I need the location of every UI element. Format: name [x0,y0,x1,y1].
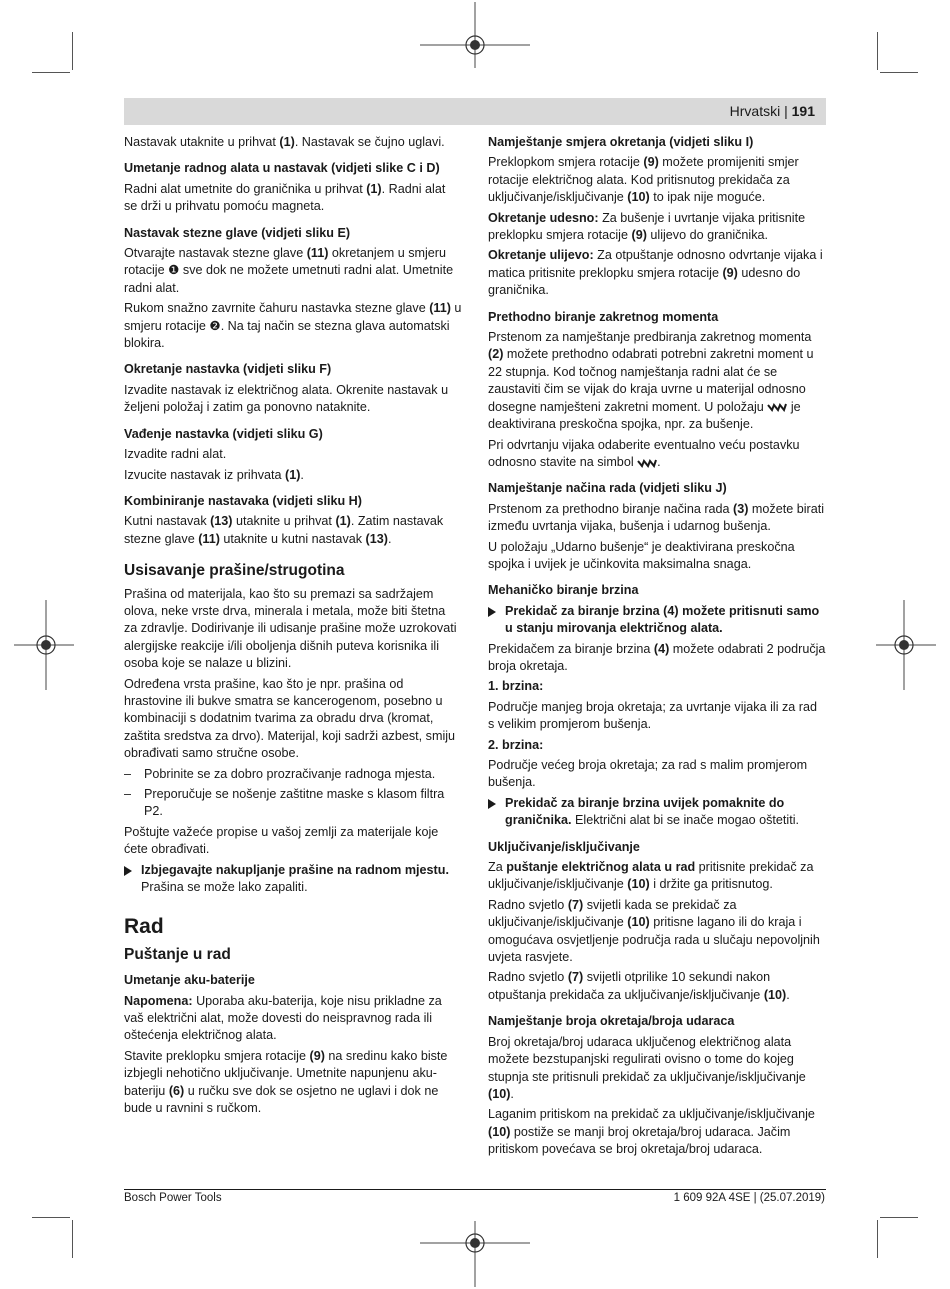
registration-mark-icon [876,600,936,690]
crop-mark [880,72,918,73]
section-heading: Okretanje nastavka (vidjeti sliku F) [124,362,332,377]
dash-list-item: – Preporučuje se nošenje zaštitne maske s klasom filtra P2. [124,787,445,819]
section-heading: Namještanje načina rada (vidjeti sliku J) [488,481,727,496]
crop-mark [877,1220,878,1258]
crop-mark [32,1217,70,1218]
section-heading: Nastavak stezne glave (vidjeti sliku E) [124,225,351,240]
crop-mark [880,1217,918,1218]
triangle-bullet-icon [488,799,496,809]
footer-doc-id: 1 609 92A 4SE | (25.07.2019) [673,1192,825,1204]
header-separator: | [784,103,788,119]
paragraph: Izvadite nastavak iz električnog alata. Okrenite nastavak u željeni položaj i zatim ga ponovno nataknite. [124,382,449,415]
right-column [488,134,826,1162]
registration-mark-icon [14,600,74,690]
drill-symbol-icon [637,458,657,468]
paragraph: Prstenom za prethodno biranje načina rada (3) možete birati između uvrtanja vijaka, bušenja i udarnog bušenja. [488,501,825,534]
triangle-bullet-icon [124,866,132,876]
paragraph: Kutni nastavak (13) utaknite u prihvat (1). Zatim nastavak stezne glave (11) utaknite u kutni nastavak (13). [124,514,444,546]
section-heading: Umetanje aku-baterije [124,973,255,988]
triangle-bullet-icon [488,607,496,617]
section-heading: Uključivanje/isključivanje [488,839,640,854]
drill-symbol-icon [767,402,787,412]
paragraph: Stavite preklopku smjera rotacije (9) na sredinu kako biste izbjegli nehotično uključivanje. Umetnite napunjenu aku-bateriju (6) u ručku sve dok se osjetno ne uglavi i dok ne bude u ravnini s ručkom. [124,1048,448,1116]
crop-mark [72,32,73,70]
paragraph: Broj okretaja/broj udaraca uključenog električnog alata možete bezstupanjski regulirati ovisno o tome do kojeg stupnja ste pritisnuli prekidač za uključivanje/isključivanje (10). [488,1034,806,1101]
section-heading: Prethodno biranje zakretnog momenta [488,309,719,324]
paragraph: Prašina od materijala, kao što su premazi sa sadržajem olova, neke vrste drva, minerala i metala, može biti štetna za zdravlje. Dodirivanje ili udisanje prašine može uzrokovati alergijske reakcije i/ili oboljenja dišnih puteva korisnika ili osoba koje se nalaze u blizini. [124,586,457,671]
chapter-title: Rad [124,915,164,939]
paragraph: Rukom snažno zavrnite čahuru nastavka stezne glave (11) u smjeru rotacije ❷. Na taj način se stezna glava automatski blokira. [124,301,462,351]
paragraph: Područje većeg broja okretaja; za rad s malim promjerom bušenja. [488,758,808,790]
rotation-2-icon: ❷ [209,318,221,333]
warning-bullet: Prekidač za biranje brzina uvijek pomaknite do graničnika. Električni alat bi se inače mogao oštetiti. [488,795,826,830]
section-heading: Umetanje radnog alata u nastavak (vidjeti slike C i D) [124,161,440,176]
gear-label: 2. brzina: [488,737,544,752]
paragraph: U položaju „Udarno bušenje“ je deaktivirana preskočna spojka i uvijek je učinkovita maksimalna snaga. [488,539,795,571]
footer-divider [124,1189,826,1190]
crop-mark [72,1220,73,1258]
paragraph: Laganim pritiskom na prekidač za uključivanje/isključivanje (10) postiže se manji broj okretaja/broj udaraca. Jačim pritiskom povećava se broj okretaja/broj udaraca. [488,1107,815,1157]
paragraph: Napomena: Uporaba aku-baterija, koje nisu prikladne za vaš električni alat, može dovesti do neispravnog rada ili oštećenja električnog alata. [124,993,442,1043]
section-heading: Vađenje nastavka (vidjeti sliku G) [124,426,323,441]
header-bar [124,98,826,125]
paragraph: Poštujte važeće propise u vašoj zemlji za materijale koje ćete obrađivati. [124,824,439,857]
left-column [124,134,462,1121]
paragraph: Prekidačem za biranje brzina (4) možete odabrati 2 područja broja okretaja. [488,641,826,673]
registration-mark-icon [420,1219,530,1289]
paragraph: Izvadite radni alat. [124,447,227,462]
footer-brand: Bosch Power Tools [124,1192,222,1204]
paragraph: Područje manjeg broja okretaja; za uvrtanje vijaka ili za rad s velikim promjerom bušenja. [488,699,818,732]
warning-bullet: Izbjegavajte nakupljanje prašine na radnom mjestu. Prašina se može lako zapaliti. [124,862,462,897]
section-title: Puštanje u rad [124,945,231,963]
header-language: Hrvatski [729,103,781,119]
paragraph: Određena vrsta prašine, kao što je npr. prašina od hrastovine ili bukve smatra se kancerogenom, posebno u kombinaciji s dodatnim tvarima za obradu drva (kromat, zaštita sredstva za drvo). Materijal, koji sadrži azbest, smiju obrađivati samo stručne osobe. [124,676,456,761]
paragraph: Radno svjetlo (7) svijetli otprilike 10 sekundi nakon otpuštanja prekidača za uključivanje/isključivanje (10). [488,970,790,1002]
crop-mark [32,72,70,73]
paragraph: Za puštanje električnog alata u rad pritisnite prekidač za uključivanje/isključivanje (10) i držite ga pritisnutog. [488,860,814,892]
page-number: 191 [791,103,815,119]
paragraph: Pri odvrtanju vijaka odaberite eventualno veću postavku odnosno stavite na simbol . [488,437,800,469]
paragraph: Prstenom za namještanje predbiranja zakretnog momenta (2) možete prethodno odabrati potrebni zakretni moment u 22 stupnja. Kod točnog namještanja radni alat će se zaustaviti čim se vijak do kraja uvrne u materijal odnosno dosegne namješteni zakretni moment. U položaju je deaktivirana preskočna spojka, npr. za bušenje. [488,330,814,432]
paragraph: Otvarajte nastavak stezne glave (11) okretanjem u smjeru rotacije ❶ sve dok ne možete umetnuti radni alat. Umetnite radni alat. [124,246,454,295]
section-heading: Mehaničko biranje brzina [488,583,639,598]
section-heading: Namještanje smjera okretanja (vidjeti sliku I) [488,135,754,149]
paragraph: Radno svjetlo (7) svijetli kada se prekidač za uključivanje/isključivanje (10) pritisne lagano ili do kraja i omogućava osvjetljenje područja rada u slučaju nepovoljnih uvjeta rasvjete. [488,897,820,965]
dash-list-item: – Pobrinite se za dobro prozračivanje radnoga mjesta. [124,766,436,781]
page-header [730,103,815,119]
paragraph: Preklopkom smjera rotacije (9) možete promijeniti smjer rotacije električnog alata. Kod pritisnutog prekidača za uključivanje/isključivanje (10) to ipak nije moguće. [488,155,799,205]
section-heading: Kombiniranje nastavaka (vidjeti sliku H) [124,493,362,508]
paragraph: Okretanje udesno: Za bušenje i uvrtanje vijaka pritisnite preklopku smjera rotacije (9) ulijevo do graničnika. [488,210,806,243]
section-title: Usisavanje prašine/strugotina [124,562,345,580]
gear-label: 1. brzina: [488,679,544,694]
registration-mark-icon [420,0,530,70]
paragraph: Nastavak utaknite u prihvat (1). Nastavak se čujno uglavi. [124,135,445,149]
paragraph: Okretanje ulijevo: Za otpuštanje odnosno odvrtanje vijaka i matica pritisnite preklopku smjera rotacije (9) udesno do graničnika. [488,248,823,298]
paragraph: Izvucite nastavak iz prihvata (1). [124,467,304,482]
paragraph: Radni alat umetnite do graničnika u prihvat (1). Radni alat se drži u prihvatu pomoću magneta. [124,181,446,214]
crop-mark [877,32,878,70]
section-heading: Namještanje broja okretaja/broja udaraca [488,1014,735,1029]
rotation-1-icon: ❶ [168,263,180,278]
warning-bullet: Prekidač za biranje brzina (4) možete pritisnuti samo u stanju mirovanja električnog alata. [488,603,826,638]
